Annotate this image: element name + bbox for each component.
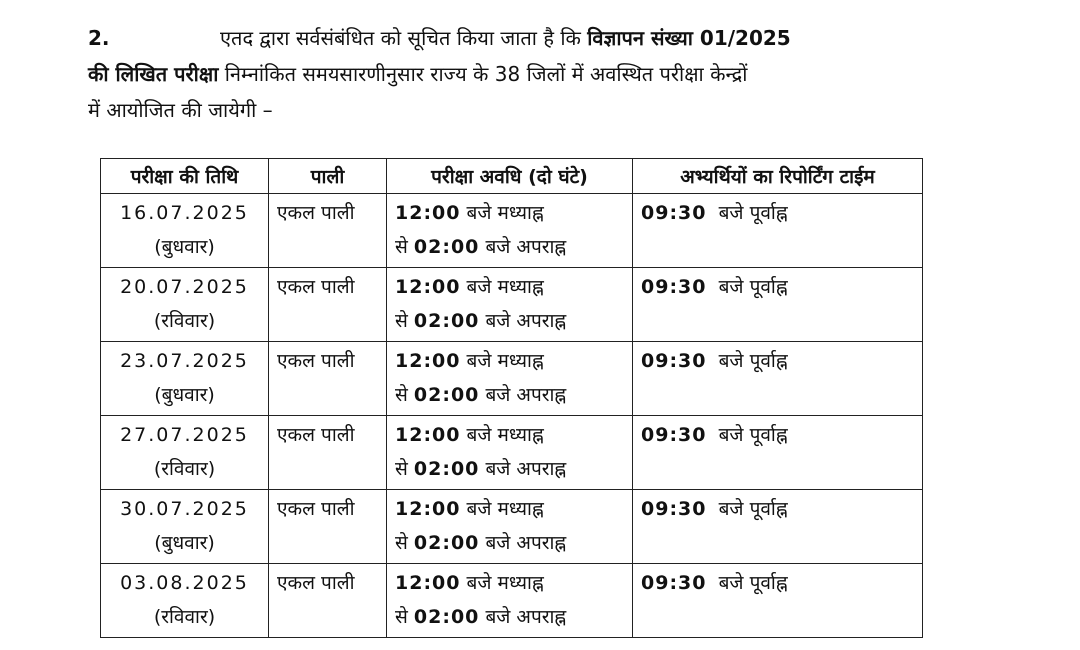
start-time: 12:00 bbox=[395, 572, 461, 594]
start-time-text: बजे मध्याह्न bbox=[466, 498, 544, 520]
cell-shift bbox=[269, 268, 387, 342]
exam-day: (रविवार) bbox=[153, 606, 216, 628]
table-row bbox=[101, 564, 923, 638]
reporting-time-text: बजे पूर्वाह्न bbox=[718, 572, 788, 594]
cell-shift bbox=[269, 342, 387, 416]
paragraph-line-3 bbox=[88, 92, 938, 128]
reporting-time-text: बजे पूर्वाह्न bbox=[718, 276, 788, 298]
header-exam-date: परीक्षा की तिथि bbox=[101, 159, 269, 194]
exam-date: 20.07.2025 bbox=[120, 276, 249, 298]
reporting-time: 09:30 bbox=[641, 424, 707, 446]
paragraph-text: निम्नांकित समयसारणीनुसार राज्य के 38 जिलों में अवस्थित परीक्षा केन्द्रों bbox=[224, 62, 748, 86]
end-time: 02:00 bbox=[413, 606, 480, 628]
table-row bbox=[101, 490, 923, 564]
exam-date: 03.08.2025 bbox=[120, 572, 249, 594]
end-time-prefix: से bbox=[395, 236, 408, 258]
start-time-line bbox=[395, 492, 624, 526]
end-time-prefix: से bbox=[395, 458, 408, 480]
start-time-line bbox=[395, 196, 624, 230]
cell-exam-date bbox=[101, 342, 269, 416]
end-time-line bbox=[395, 600, 624, 634]
shift-value: एकल पाली bbox=[277, 202, 355, 224]
cell-shift bbox=[269, 564, 387, 638]
cell-exam-date bbox=[101, 490, 269, 564]
end-time-prefix: से bbox=[395, 532, 408, 554]
exam-day: (रविवार) bbox=[153, 458, 216, 480]
written-exam-label: की लिखित परीक्षा bbox=[88, 62, 219, 86]
start-time: 12:00 bbox=[395, 202, 461, 224]
cell-exam-date bbox=[101, 194, 269, 268]
start-time-line bbox=[395, 566, 624, 600]
end-time-line bbox=[395, 304, 624, 338]
start-time-text: बजे मध्याह्न bbox=[466, 424, 544, 446]
header-shift: पाली bbox=[269, 159, 387, 194]
start-time: 12:00 bbox=[395, 498, 461, 520]
reporting-time: 09:30 bbox=[641, 202, 707, 224]
header-reporting-time: अभ्यर्थियों का रिपोर्टिंग टाईम bbox=[633, 159, 923, 194]
start-time-line bbox=[395, 270, 624, 304]
cell-exam-duration bbox=[387, 564, 633, 638]
start-time-line bbox=[395, 344, 624, 378]
end-time: 02:00 bbox=[413, 458, 480, 480]
end-time-text: बजे अपराह्न bbox=[485, 310, 567, 332]
end-time-line bbox=[395, 452, 624, 486]
cell-shift bbox=[269, 490, 387, 564]
reporting-time: 09:30 bbox=[641, 350, 707, 372]
cell-reporting-time bbox=[633, 564, 923, 638]
end-time-prefix: से bbox=[395, 384, 408, 406]
exam-day: (रविवार) bbox=[153, 310, 216, 332]
start-time: 12:00 bbox=[395, 424, 461, 446]
shift-value: एकल पाली bbox=[277, 498, 355, 520]
end-time-text: बजे अपराह्न bbox=[485, 458, 567, 480]
header-exam-duration: परीक्षा अवधि (दो घंटे) bbox=[387, 159, 633, 194]
end-time-line bbox=[395, 230, 624, 264]
table-row bbox=[101, 268, 923, 342]
end-time: 02:00 bbox=[413, 384, 480, 406]
reporting-time-text: बजे पूर्वाह्न bbox=[718, 424, 788, 446]
paragraph-number: 2. bbox=[88, 26, 110, 50]
cell-exam-date bbox=[101, 416, 269, 490]
start-time-text: बजे मध्याह्न bbox=[466, 202, 544, 224]
cell-reporting-time bbox=[633, 268, 923, 342]
shift-value: एकल पाली bbox=[277, 572, 355, 594]
paragraph-text: एतद द्वारा सर्वसंबंधित को सूचित किया जाता है कि bbox=[220, 26, 581, 50]
exam-day: (बुधवार) bbox=[154, 532, 215, 554]
notice-paragraph bbox=[88, 20, 938, 128]
table-row bbox=[101, 342, 923, 416]
end-time-prefix: से bbox=[395, 310, 408, 332]
paragraph-line-2 bbox=[88, 56, 938, 92]
start-time-text: बजे मध्याह्न bbox=[466, 276, 544, 298]
reporting-time: 09:30 bbox=[641, 498, 707, 520]
start-time: 12:00 bbox=[395, 276, 461, 298]
cell-shift bbox=[269, 416, 387, 490]
exam-date: 27.07.2025 bbox=[120, 424, 249, 446]
table-header-row bbox=[101, 159, 923, 194]
end-time: 02:00 bbox=[413, 532, 480, 554]
end-time-line bbox=[395, 378, 624, 412]
cell-exam-date bbox=[101, 268, 269, 342]
reporting-time-text: बजे पूर्वाह्न bbox=[718, 202, 788, 224]
end-time-line bbox=[395, 526, 624, 560]
table-row bbox=[101, 194, 923, 268]
exam-day: (बुधवार) bbox=[154, 384, 215, 406]
exam-date: 16.07.2025 bbox=[120, 202, 249, 224]
paragraph-line-1 bbox=[88, 20, 938, 56]
end-time-prefix: से bbox=[395, 606, 408, 628]
cell-reporting-time bbox=[633, 342, 923, 416]
end-time-text: बजे अपराह्न bbox=[485, 384, 567, 406]
end-time-text: बजे अपराह्न bbox=[485, 532, 567, 554]
shift-value: एकल पाली bbox=[277, 424, 355, 446]
reporting-time: 09:30 bbox=[641, 572, 707, 594]
shift-value: एकल पाली bbox=[277, 350, 355, 372]
start-time: 12:00 bbox=[395, 350, 461, 372]
cell-exam-duration bbox=[387, 268, 633, 342]
start-time-text: बजे मध्याह्न bbox=[466, 572, 544, 594]
start-time-line bbox=[395, 418, 624, 452]
cell-exam-date bbox=[101, 564, 269, 638]
exam-date: 23.07.2025 bbox=[120, 350, 249, 372]
cell-exam-duration bbox=[387, 490, 633, 564]
end-time: 02:00 bbox=[413, 236, 480, 258]
cell-reporting-time bbox=[633, 416, 923, 490]
cell-exam-duration bbox=[387, 194, 633, 268]
shift-value: एकल पाली bbox=[277, 276, 355, 298]
cell-exam-duration bbox=[387, 342, 633, 416]
cell-exam-duration bbox=[387, 416, 633, 490]
start-time-text: बजे मध्याह्न bbox=[466, 350, 544, 372]
reporting-time-text: बजे पूर्वाह्न bbox=[718, 350, 788, 372]
paragraph-text: में आयोजित की जायेगी – bbox=[88, 98, 273, 122]
reporting-time: 09:30 bbox=[641, 276, 707, 298]
end-time-text: बजे अपराह्न bbox=[485, 606, 567, 628]
cell-reporting-time bbox=[633, 194, 923, 268]
end-time: 02:00 bbox=[413, 310, 480, 332]
cell-shift bbox=[269, 194, 387, 268]
reporting-time-text: बजे पूर्वाह्न bbox=[718, 498, 788, 520]
exam-date: 30.07.2025 bbox=[120, 498, 249, 520]
table-row bbox=[101, 416, 923, 490]
cell-reporting-time bbox=[633, 490, 923, 564]
exam-day: (बुधवार) bbox=[154, 236, 215, 258]
end-time-text: बजे अपराह्न bbox=[485, 236, 567, 258]
advertisement-number: विज्ञापन संख्या 01/2025 bbox=[587, 26, 791, 50]
exam-schedule-table bbox=[100, 158, 923, 638]
